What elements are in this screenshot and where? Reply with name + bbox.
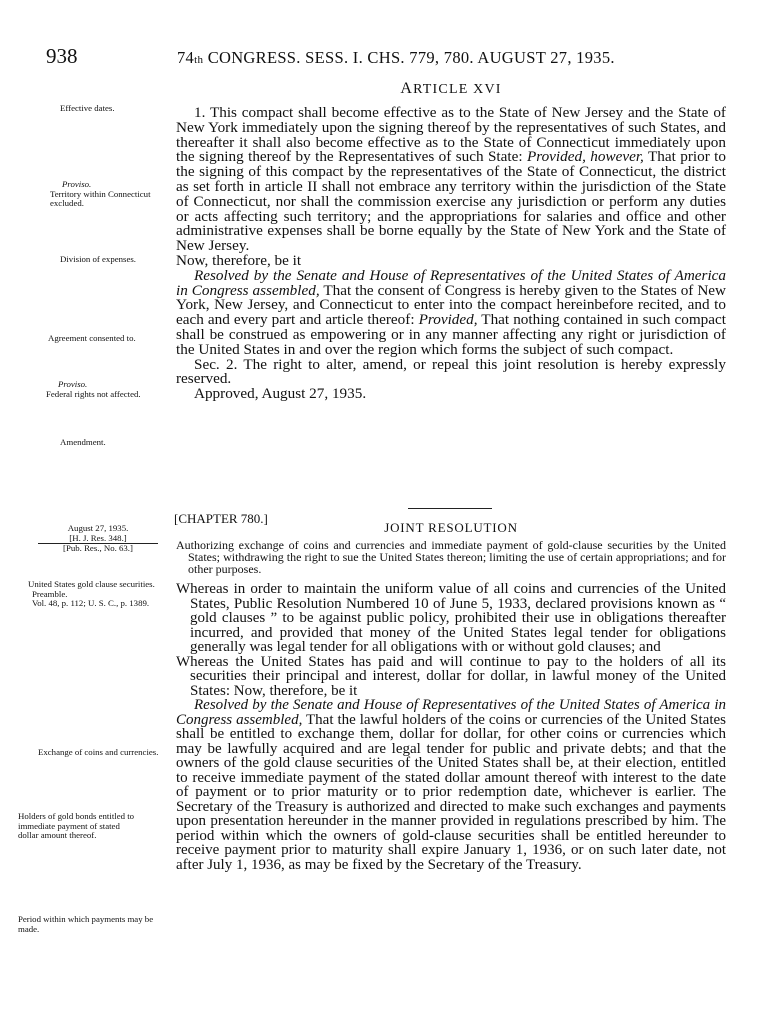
page-number: 938 bbox=[46, 44, 78, 68]
margin-gold-clause: United States gold clause securities. Preamble. Vol. 48, p. 112; U. S. C., p. 1389. bbox=[28, 579, 155, 608]
margin-division-expenses: Division of expenses. bbox=[60, 254, 136, 264]
resolution-summary: Authorizing exchange of coins and currencies and immediate payment of gold-clause securities by the United States; withdrawing the right to sue the United States thereon; limiting the use of certain appropriations; and for other purposes. bbox=[176, 538, 726, 577]
margin-agreement-consented: Agreement consented to. bbox=[48, 333, 136, 343]
margin-exchange: Exchange of coins and currencies. bbox=[38, 747, 159, 757]
now-therefore: Now, therefore, be it bbox=[176, 251, 302, 269]
margin-proviso-territory: Proviso. Territory within Connecticut excluded. bbox=[50, 179, 151, 208]
margin-amendment: Amendment. bbox=[60, 437, 106, 447]
section-rule bbox=[408, 508, 492, 509]
resolution-body bbox=[176, 582, 726, 872]
whereas-1: Whereas in order to maintain the uniform value of all coins and currencies of the United States, Public Resolution Numbered 10 of June 5, 1933, declared provisions known as “ gold clauses ” to be against public policy, prohibited their use in obligations thereafter incurred, and provided that money of the United States legal tender for obligations generally was legal tender for all obligations with or without gold clauses; and bbox=[176, 581, 726, 655]
margin-period: Period within which payments may be made. bbox=[18, 914, 154, 934]
compact-paragraph: 1. This compact shall become effective as to the State of New Jersey and the State of New York immediately upon the signing thereof by the representatives of such States, and thereafter it shall also become effective as to the State of Connecticut immediately upon the signing thereof by the Representatives of such State: Provided, however, That prior to the signing of this compact by the representatives of the State of Connecticut, the district as set forth in article II shall not embrace any territory within the jurisdiction of the State of Connecticut, nor shall the commission exercise any jurisdiction or perform any duties or acts affecting such territory; and the appropriations for salaries and office and other administrative expenses shall be borne equally by the State of New York and the State of New Jersey. bbox=[176, 104, 726, 255]
resolved-clause: Resolved by the Senate and House of Representatives of the United States of America in Congress assembled, That the lawful holders of the coins or currencies of the United States shall be entitled to exchange them, dollar for dollar, for other coins or currencies which may be lawfully acquired and are legal tender for public and private debts; and that the owners of the gold clause securities of the United States shall be, at their election, entitled to receive immediate payment of the stated dollar amount thereof with interest to the date of payment or to prior maturity or to prior redemption date, whichever is earlier. The Secretary of the Treasury is authorized and directed to make such exchanges and payments upon presentation hereunder in the manner provided in regulations prescribed by him. The period within which the owners of gold-clause securities shall be entitled hereunder to receive payment prior to maturity shall expire January 1, 1936, or on such later date, not after July 1, 1936, as may be fixed by the Secretary of the Treasury. bbox=[176, 697, 726, 873]
chapter-label: [CHAPTER 780.] bbox=[174, 511, 268, 526]
margin-holders: Holders of gold bonds entitled to immediate payment of stated dollar amount thereof. bbox=[18, 811, 135, 840]
article-heading: ARTICLE XVI bbox=[400, 80, 502, 97]
page-header bbox=[46, 44, 736, 68]
article-body bbox=[176, 106, 726, 402]
approved-line: Approved, August 27, 1935. bbox=[194, 385, 367, 403]
running-head: 74th CONGRESS. SESS. I. CHS. 779, 780. AUGUST 27, 1935. bbox=[177, 48, 615, 67]
margin-proviso-federal: Proviso. Federal rights not affected. bbox=[46, 379, 141, 399]
chapter-citation: August 27, 1935. [H. J. Res. 348.] [Pub. Res., No. 63.] bbox=[30, 524, 166, 554]
section-2: Sec. 2. The right to alter, amend, or repeal this joint resolution is hereby expressly reserved. bbox=[176, 355, 726, 388]
joint-resolution-title: JOINT RESOLUTION bbox=[384, 520, 518, 535]
whereas-2: Whereas the United States has paid and will continue to pay to the holders of all its securities their principal and interest, dollar for dollar, in lawful money of the United States: Now, therefore, be it bbox=[176, 653, 726, 699]
resolved-paragraph: Resolved by the Senate and House of Representatives of the United States of America in Congress assembled, That the consent of Congress is hereby given to the States of New York, New Jersey, and Connecticut to enter into the compact hereinbefore recited, and to each and every part and article thereof: Provided, That nothing contained in such compact shall be construed as empowering or in any manner affecting any right or jurisdiction of the United States in and over the region which forms the subject of such compact. bbox=[176, 266, 727, 358]
margin-effective-dates: Effective dates. bbox=[60, 103, 115, 113]
